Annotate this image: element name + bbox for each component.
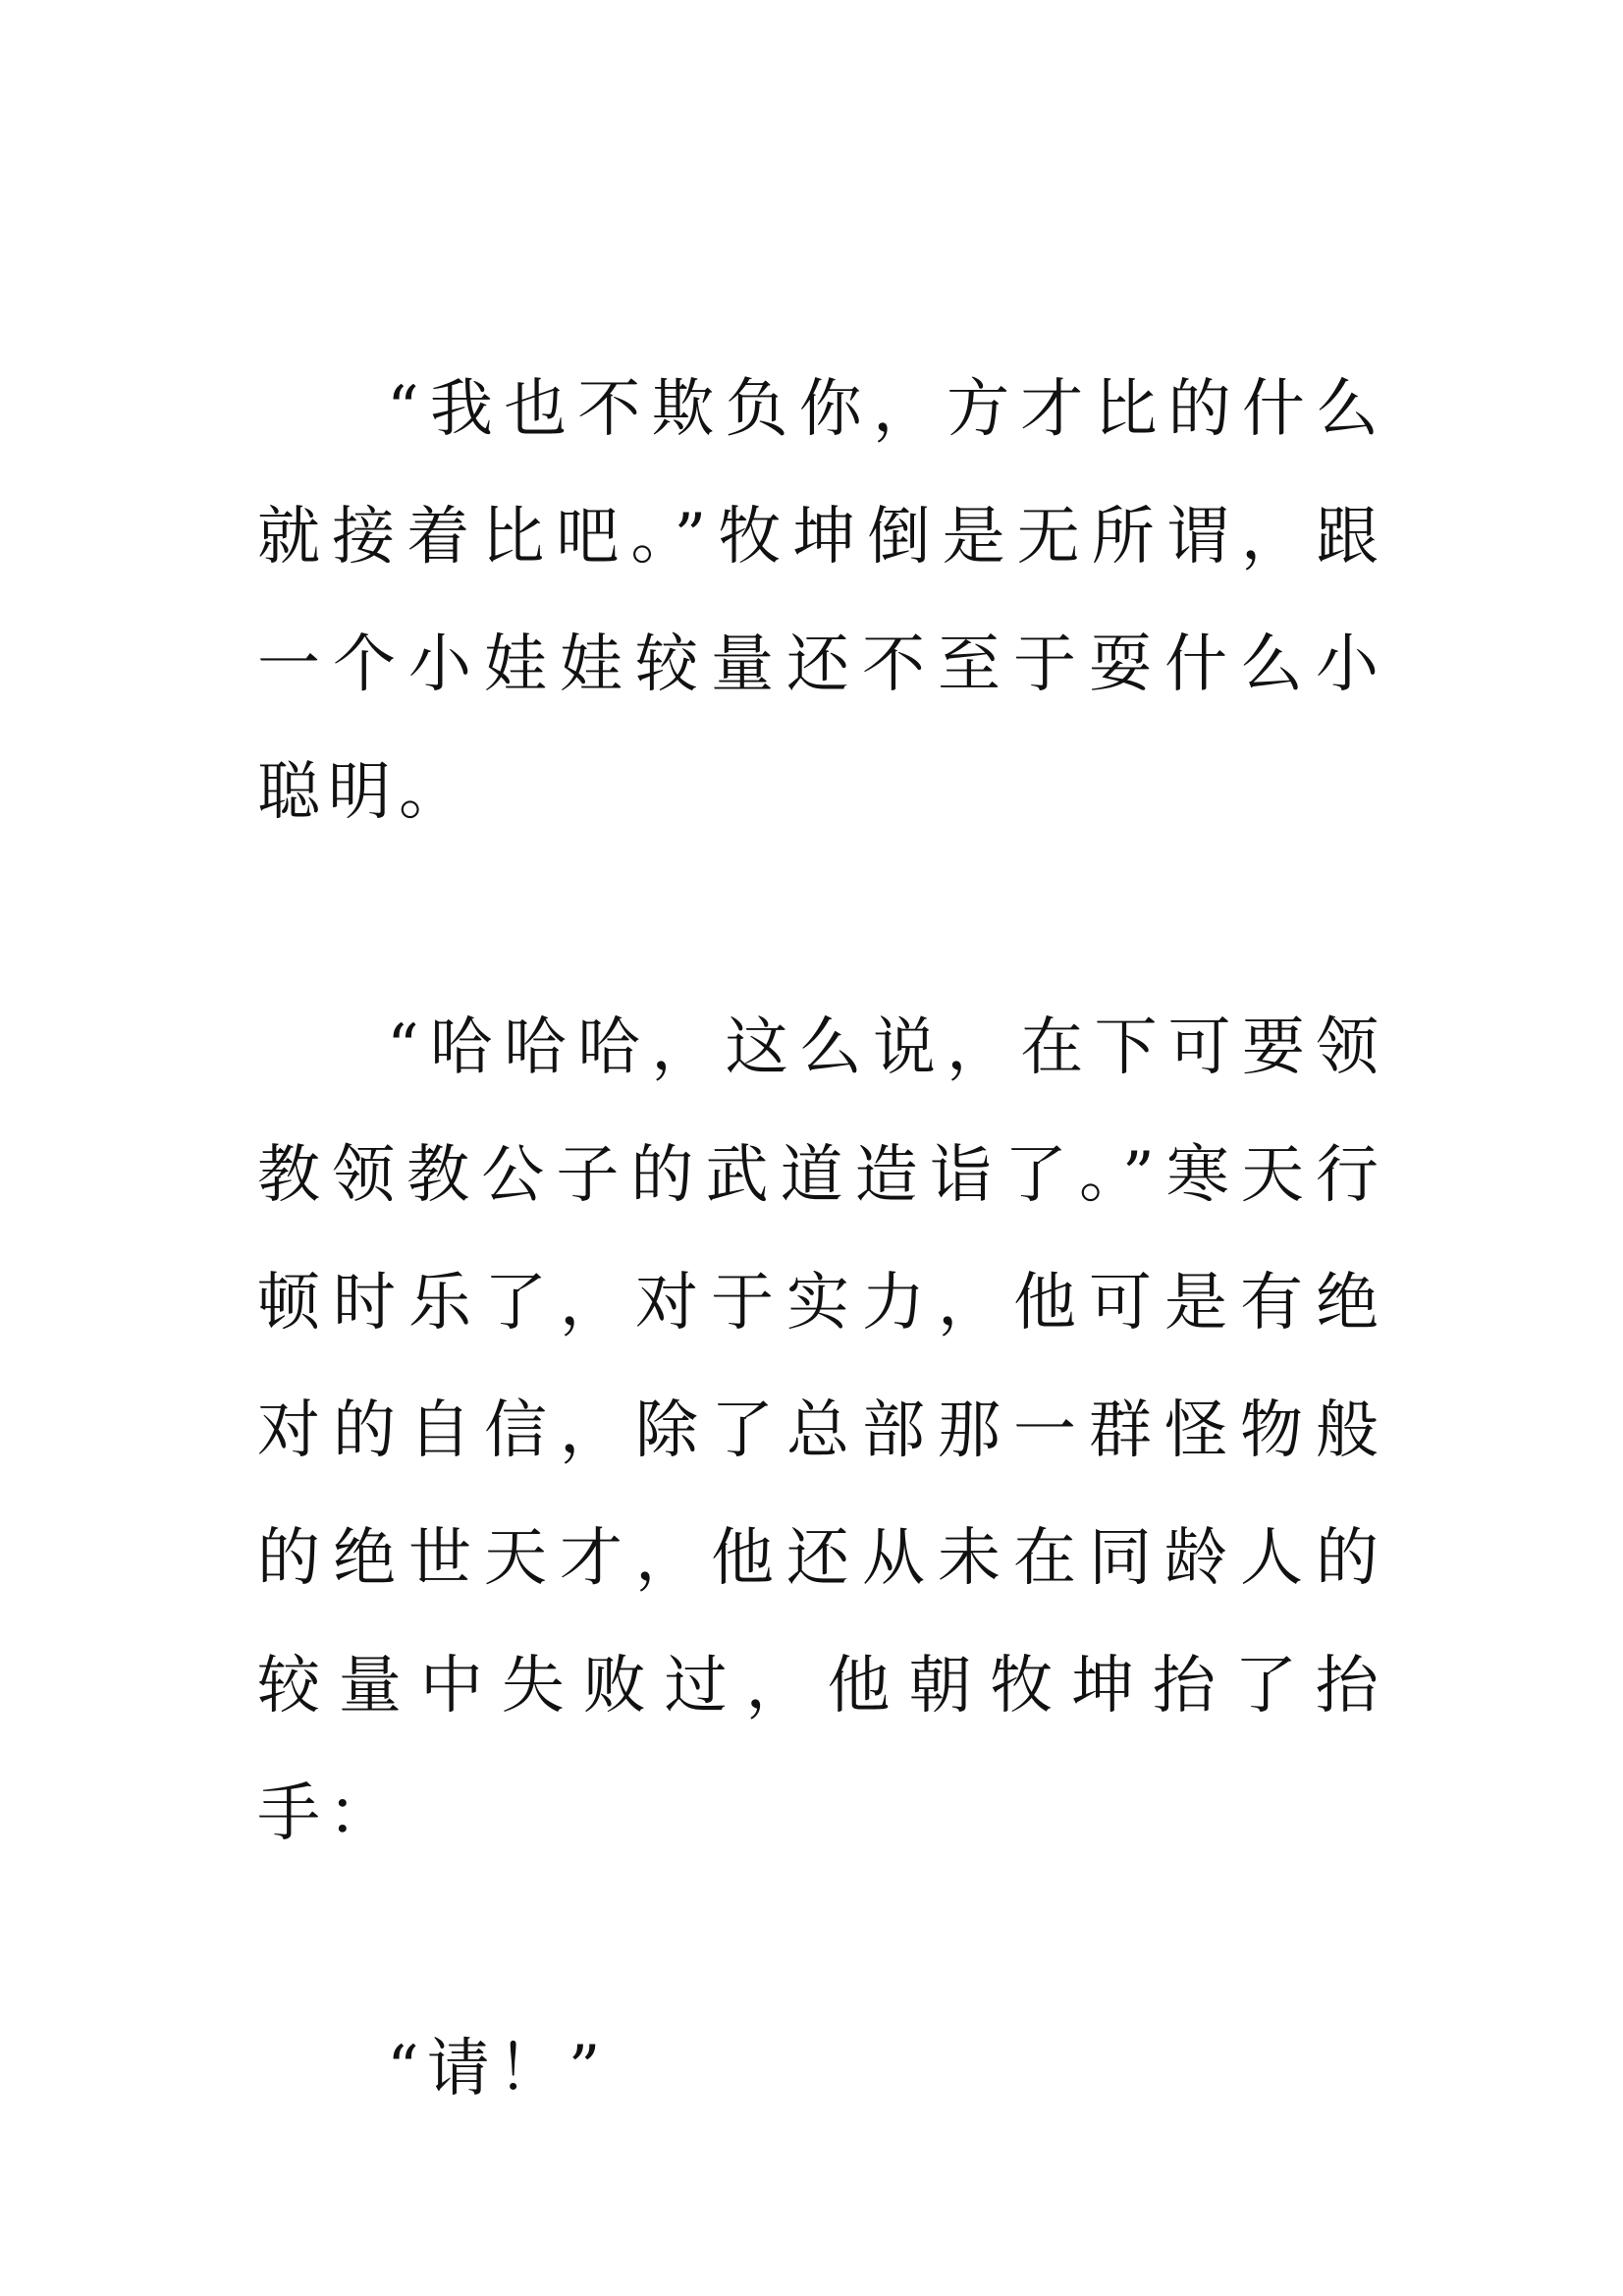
paragraph: “我也不欺负你，方才比的什么就接着比吧。”牧坤倒是无所谓，跟一个小娃娃较量还不至于耍什么小聪明。 (257, 373, 1386, 829)
body-text (257, 346, 1386, 2133)
paragraph: “请！” (387, 2033, 609, 2105)
paragraph: “哈哈哈，这么说，在下可要领教领教公子的武道造诣了。”寒天行顿时乐了，对于实力，他可是有绝对的自信，除了总部那一群怪物般的绝世天才，他还从未在同龄人的较量中失败过，他朝牧坤抬了抬手： (257, 1011, 1386, 1850)
